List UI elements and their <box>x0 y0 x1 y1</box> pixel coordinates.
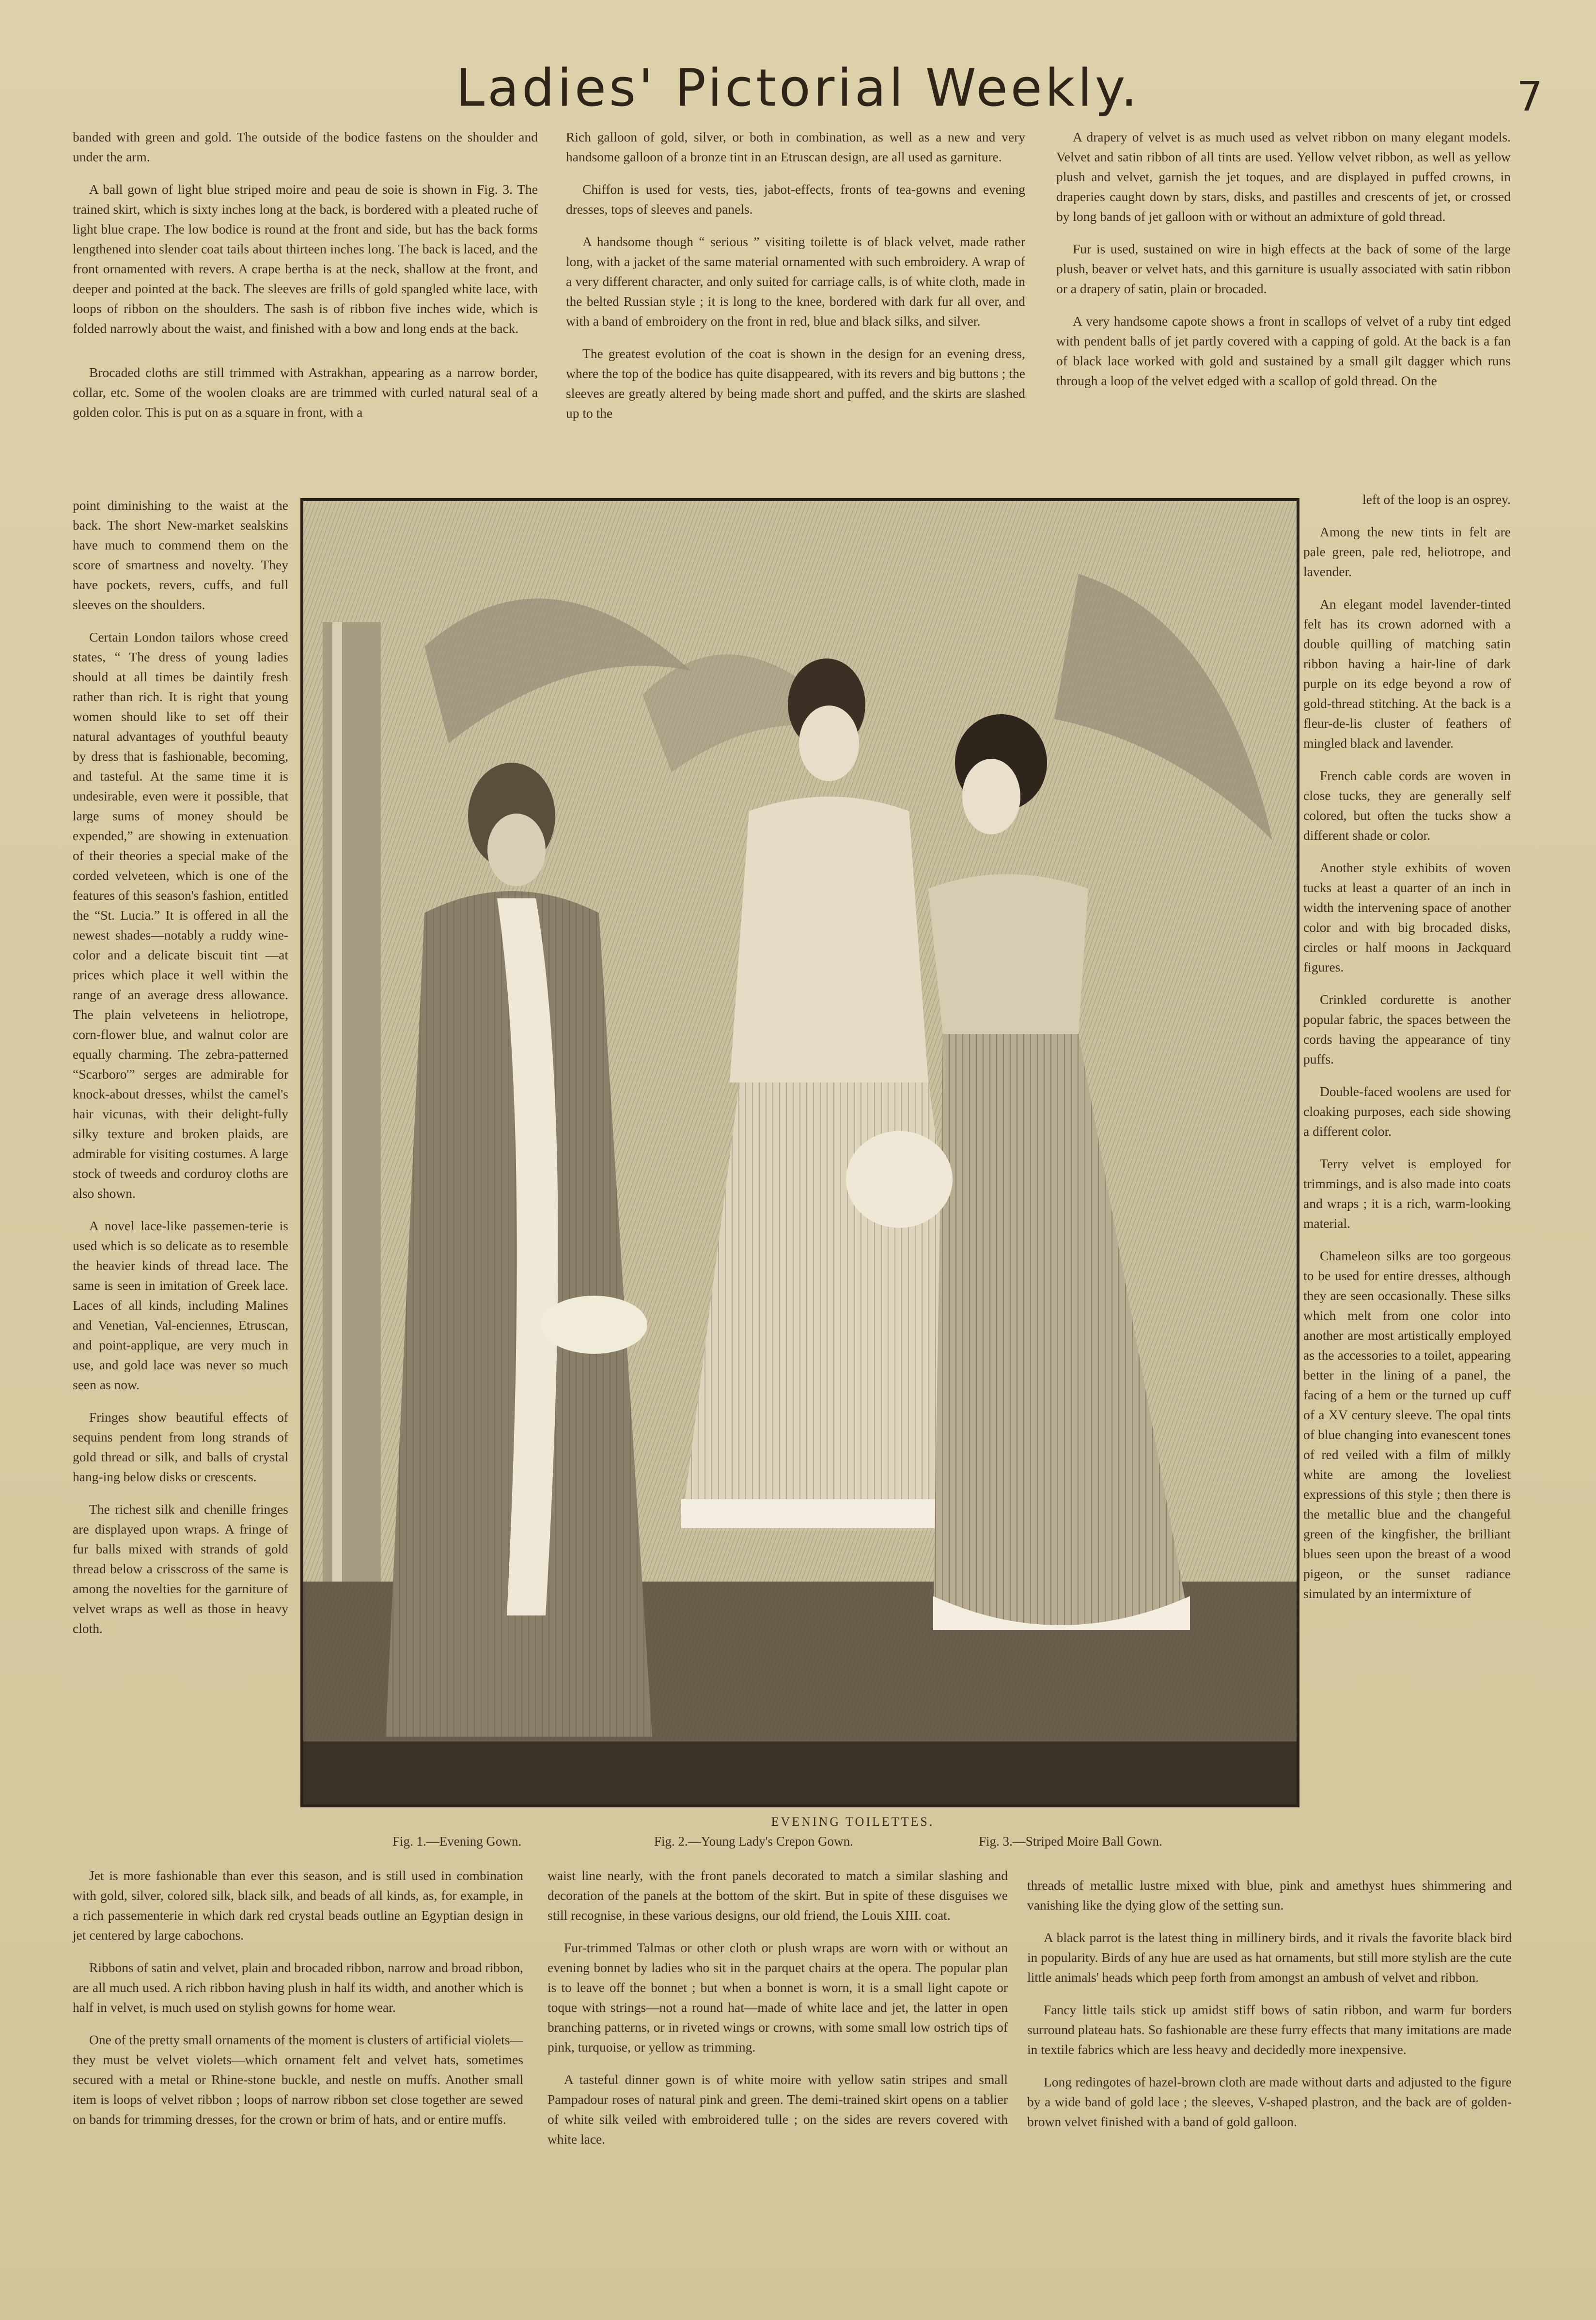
column-3-wrap <box>1303 489 1511 1616</box>
figure-caption-3: Fig. 3.—Striped Moire Ball Gown. <box>979 1834 1162 1849</box>
paragraph: Fringes show beautiful effects of sequins pendent from long strands of gold thread or silk, and balls of crystal hang-ing below disks or crescents. <box>73 1410 288 1484</box>
column-1-wrap <box>73 495 288 1651</box>
paragraph: French cable cords are woven in close tucks, they are generally self colored, but often the tucks show a different shade or color. <box>1303 768 1511 843</box>
paragraph: Long redingotes of hazel-brown cloth are made without darts and adjusted to the figure by a wide band of gold lace ; the sleeves, V-shaped plastron, and the back are of golden-brown velvet finished with a band of gold galloon. <box>1027 2074 1512 2129</box>
column-1-top <box>73 127 538 435</box>
figure-caption-2: Fig. 2.—Young Lady's Crepon Gown. <box>654 1834 853 1849</box>
paragraph: A very handsome capote shows a front in scallops of velvet of a ruby tint edged with pendent balls of jet partly covered with a capping of gold. At the back is a fan of black lace worked with gold and sustained by a small gilt dagger which runs through a loop of the velvet edged with a scallop of gold thread. On the <box>1056 314 1511 388</box>
paragraph: The richest silk and chenille fringes are displayed upon wraps. A fringe of fur balls mixed with strands of gold thread below a crisscross of the same is among the novelties for the garniture of velvet wraps as well as those in heavy cloth. <box>73 1502 288 1636</box>
paragraph: Terry velvet is employed for trimmings, and is also made into coats and wraps ; it is a rich, warm-looking material. <box>1303 1156 1511 1231</box>
paragraph: A black parrot is the latest thing in millinery birds, and it rivals the favorite black bird in popularity. Birds of any hue are used as hat ornaments, but still more stylish are the cute little animals' heads which peep forth from amongst an ambush of velvet and ribbon. <box>1027 1930 1512 1985</box>
masthead: Ladies' Pictorial Weekly. <box>455 58 1141 118</box>
paragraph: threads of metallic lustre mixed with blue, pink and amethyst hues shimmering and vanishing like the dying glow of the setting sun. <box>1027 1878 1512 1912</box>
paragraph: Another style exhibits of woven tucks at least a quarter of an inch in width the intervening space of another color and with big brocaded disks, circles or half moons in Jackquard figures. <box>1303 860 1511 974</box>
paragraph: Fur is used, sustained on wire in high effects at the back of some of the large plush, beaver or velvet hats, and this garniture is usually associated with satin ribbon or a drapery of satin, plain or brocaded. <box>1056 241 1511 296</box>
paragraph: A tasteful dinner gown is of white moire with yellow satin stripes and small Pampadour roses of natural pink and green. The demi-trained skirt opens on a tablier of white silk veiled with embroidered tulle ; on the sides are revers covered with white lace. <box>548 2072 1008 2147</box>
paragraph: left of the loop is an osprey. <box>1362 492 1511 507</box>
column-3-top <box>1056 127 1511 403</box>
paragraph: A novel lace-like passemen-terie is used which is so delicate as to resemble the heavier kinds of thread lace. The same is seen in imitation of Greek lace. Laces of all kinds, including Malines and Venetian, Val-enciennes, Etruscan, and point-applique, are very much in use, and gold lace was never so much seen as now. <box>73 1218 288 1392</box>
paragraph: Chameleon silks are too gorgeous to be used for entire dresses, although they are seen occasionally. These silks which melt from one color into another are most artistically employed as the accessories to a toilet, appearing better in the lining of a panel, the facing of a hem or the turned up cuff of a XV century sleeve. The opal tints of blue changing into evanescent tones of red veiled with a film of milkly white are among the loveliest expressions of this style ; then there is the metallic blue and the changeful green of the kingfisher, the brilliant blues seen upon the breast of a wood pigeon, or the sunset radiance simulated by an intermixture of <box>1303 1248 1511 1601</box>
paragraph: point diminishing to the waist at the back. The short New-market sealskins have much to commend them on the score of smartness and novelty. They have pockets, revers, cuffs, and full sleeves on the shoulders. <box>73 498 288 612</box>
paragraph: One of the pretty small ornaments of the moment is clusters of artificial violets—they must be velvet violets—which ornament felt and velvet hats, sometimes secured with a metal or Rhine-stone buckle, and nestle on muffs. Another small item is loops of velvet ribbon ; loops of narrow ribbon set close together are sewed on bands for trimming dresses, for the crown or brim of hats, and or entire muffs. <box>73 2032 523 2127</box>
paragraph: Rich galloon of gold, silver, or both in combination, as well as a new and very handsome galloon of a bronze tint in an Etruscan design, are all used as garniture. <box>566 129 1025 164</box>
paragraph: Chiffon is used for vests, ties, jabot-effects, fronts of tea-gowns and evening dresses, tops of sleeves and panels. <box>566 182 1025 217</box>
paragraph: Ribbons of satin and velvet, plain and brocaded ribbon, narrow and broad ribbon, are all much used. A rich ribbon having plush in half its width, and another which is half in velvet, is much used on stylish gowns for home wear. <box>73 1960 523 2015</box>
paragraph: Fancy little tails stick up amidst stiff bows of satin ribbon, and warm fur borders surround plateau hats. So fashionable are these furry effects that many imitations are made in textile fabrics which are less heavy and decidedly more inexpensive. <box>1027 2002 1512 2057</box>
paragraph: waist line nearly, with the front panels decorated to match a similar slashing and decoration of the panels at the bottom of the skirt. But in spite of these disguises we still recognise, in these various designs, our old friend, the Louis XIII. coat. <box>548 1868 1008 1923</box>
paragraph: An elegant model lavender-tinted felt has its crown adorned with a double quilling of matching satin ribbon having a hair-line of dark purple on its edge beyond a row of gold-thread stitching. At the back is a fleur-de-lis cluster of feathers of mingled black and lavender. <box>1303 596 1511 751</box>
paragraph: A drapery of velvet is as much used as velvet ribbon on many elegant models. Velvet and satin ribbon of all tints are used. Yellow velvet ribbon, as well as yellow plush and velvet, garnish the jet toques, and are displayed in puffed crowns, in draperies caught down by stars, disks, and pastilles and crescents of jet, or crossed by long bands of jet galloon with or without an admixture of gold thread. <box>1056 129 1511 224</box>
paragraph: Among the new tints in felt are pale green, pale red, heliotrope, and lavender. <box>1303 524 1511 579</box>
engraving-evening-toilettes <box>300 498 1299 1807</box>
paragraph: Certain London tailors whose creed states, “ The dress of young ladies should at all times be daintily fresh rather than rich. It is right that young women should like to set off their natural advantages of youthful beauty by dress that is fashionable, becoming, and tasteful. At the same time it is undesirable, even were it possible, that large sums of money should be expended,” are showing in extenuation of their theories a special make of the corded velveteen, which is one of the features of this season's fashion, entitled the “St. Lucia.” It is offered in all the newest shades—notably a ruddy wine-color and a delicate biscuit tint —at prices which place it well within the range of an average dress allowance. The plain velveteens in heliotrope, corn-flower blue, and walnut color are equally charming. The zebra-patterned “Scarboro'” serges are admirable for knock-about dresses, whilst the camel's hair vicunas, with their delight-fully silky texture and broken plaids, are admirable for visiting costumes. A large stock of tweeds and corduroy cloths are also shown. <box>73 629 288 1201</box>
paragraph: Fur-trimmed Talmas or other cloth or plush wraps are worn with or without an evening bonnet by ladies who sit in the parquet chairs at the opera. The popular plan is to leave off the bonnet ; but when a bonnet is worn, it is a small light capote or toque with strings—not a round hat—made of white lace and jet, the latter in open branching patterns, or in riveted wings or crowns, with some small low ostrich tips of pink, turquoise, or yellow as trimming. <box>548 1940 1008 2054</box>
paragraph: Double-faced woolens are used for cloaking purposes, each side showing a different color. <box>1303 1084 1511 1139</box>
column-2-bottom <box>548 1865 1008 2162</box>
column-1-bottom <box>73 1865 523 2142</box>
paragraph: Crinkled cordurette is another popular fabric, the spaces between the cords having the appearance of tiny puffs. <box>1303 992 1511 1066</box>
figure-caption-1: Fig. 1.—Evening Gown. <box>392 1834 522 1849</box>
page-number: 7 <box>1517 73 1543 120</box>
paragraph: A ball gown of light blue striped moire and peau de soie is shown in Fig. 3. The trained skirt, which is sixty inches long at the back, is bordered with a pleated ruche of light blue crape. The low bodice is round at the front and side, but has the back forms lengthened into slender coat tails about thirteen inches long. The back is laced, and the front ornamented with revers. A crape bertha is at the neck, shallow at the front, and deeper and pointed at the back. The sleeves are frills of gold spangled white lace, with loops of ribbon on the shoulders. The sash is of ribbon five inches wide, which is folded narrowly about the waist, and finished with a bow and long ends at the back. <box>73 182 538 336</box>
paragraph: banded with green and gold. The outside of the bodice fastens on the shoulder and under the arm. <box>73 129 538 164</box>
paragraph: A handsome though “ serious ” visiting toilette is of black velvet, made rather long, with a jacket of the same material ornamented with such embroidery. A wrap of a very different character, and only suited for carriage calls, is of white cloth, made in the belted Russian style ; it is long to the knee, bordered with dark fur all over, and with a band of embroidery on the front in red, blue and black silks, and silver. <box>566 234 1025 329</box>
engraving-illustration <box>303 501 1297 1804</box>
figure-title: EVENING TOILETTES. <box>771 1815 935 1829</box>
paragraph: Jet is more fashionable than ever this season, and is still used in combination with gold, silver, colored silk, black silk, and beads of all kinds, as, for example, in a rich passementerie in which dark red crystal beads outline an Egyptian design in jet centered by large cabochons. <box>73 1868 523 1943</box>
paragraph: Brocaded cloths are still trimmed with Astrakhan, appearing as a narrow border, collar, etc. Some of the woolen cloaks are are trimmed with curled natural seal of a golden color. This is put on as a square in front, with a <box>73 365 538 420</box>
column-2-top <box>566 127 1025 436</box>
paragraph: The greatest evolution of the coat is shown in the design for an evening dress, where the top of the bodice has quite disappeared, with its revers and big buttons ; the sleeves are greatly altered by being made short and puffed, and the skirts are slashed up to the <box>566 346 1025 421</box>
column-3-bottom <box>1027 1875 1512 2144</box>
